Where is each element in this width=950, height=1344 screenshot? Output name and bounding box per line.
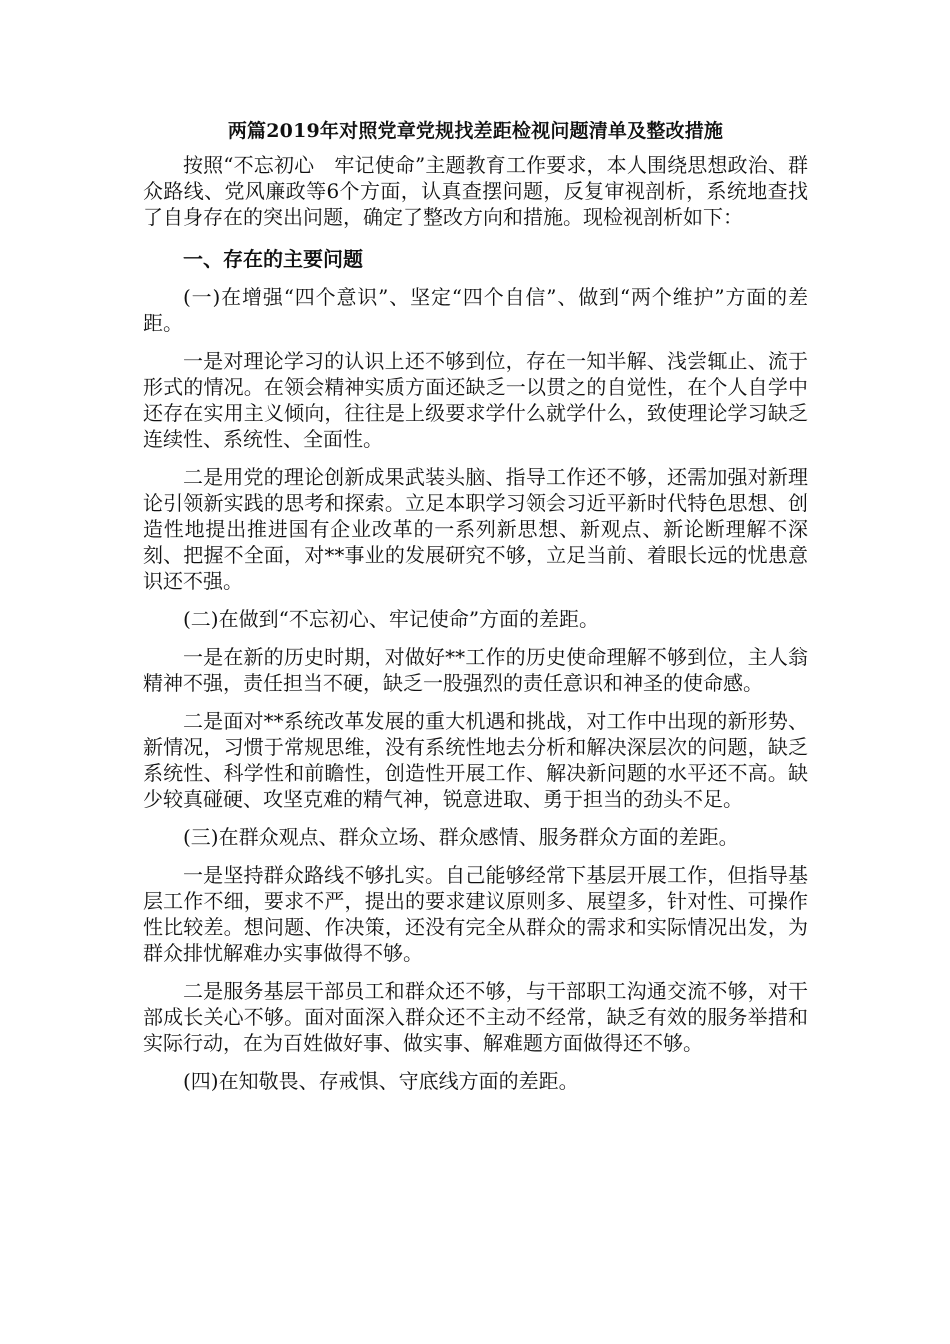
document-title: 两篇2019年对照党章党规找差距检视问题清单及整改措施: [227, 120, 724, 142]
subsection-heading: (四)在知敬畏、存戒惧、守底线方面的差距。: [183, 1069, 579, 1093]
subsection-heading: (一)在增强“四个意识”、坚定“四个自信”、做到“两个维护”方面的差距。: [143, 285, 808, 335]
body-paragraph: 二是面对**系统改革发展的重大机遇和挑战，对工作中出现的新形势、新情况，习惯于常规思维，没有系统性地去分析和解决深层次的问题，缺乏系统性、科学性和前瞻性，创造性开展工作、解决新问题的水平还不高。缺少较真碰硬、攻坚克难的精气神，锐意进取、勇于担当的劲头不足。: [143, 709, 808, 811]
intro-paragraph: 按照“不忘初心 牢记使命”主题教育工作要求，本人围绕思想政治、群众路线、党风廉政等6个方面，认真查摆问题，反复审视剖析，系统地查找了自身存在的突出问题，确定了整改方向和措施。现检视剖析如下：: [143, 153, 808, 229]
body-paragraph: 一是在新的历史时期，对做好**工作的历史使命理解不够到位，主人翁精神不强，责任担当不硬，缺乏一股强烈的责任意识和神圣的使命感。: [143, 645, 808, 695]
body-paragraph: 一是坚持群众路线不够扎实。自己能够经常下基层开展工作，但指导基层工作不细，要求不严，提出的要求建议原则多、展望多，针对性、可操作性比较差。想问题、作决策，还没有完全从群众的需求和实际情况出发，为群众排忧解难办实事做得不够。: [143, 863, 808, 965]
body-paragraph: 二是服务基层干部员工和群众还不够，与干部职工沟通交流不够，对干部成长关心不够。面对面深入群众还不主动不经常，缺乏有效的服务举措和实际行动，在为百姓做好事、做实事、解难题方面做得还不够。: [143, 979, 808, 1055]
subsection-heading: (二)在做到“不忘初心、牢记使命”方面的差距。: [183, 607, 600, 631]
body-paragraph: 一是对理论学习的认识上还不够到位，存在一知半解、浅尝辄止、流于形式的情况。在领会精神实质方面还缺乏一以贯之的自觉性，在个人自学中还存在实用主义倾向，往往是上级要求学什么就学什么，致使理论学习缺乏连续性、系统性、全面性。: [143, 349, 808, 451]
document-page: [143, 118, 808, 1106]
subsection-heading: (三)在群众观点、群众立场、群众感情、服务群众方面的差距。: [183, 825, 739, 849]
section-heading: 一、存在的主要问题: [183, 247, 363, 271]
body-paragraph: 二是用党的理论创新成果武装头脑、指导工作还不够，还需加强对新理论引领新实践的思考和探索。立足本职学习领会习近平新时代特色思想、创造性地提出推进国有企业改革的一系列新思想、新观点、新论断理解不深刻、把握不全面，对**事业的发展研究不够，立足当前、着眼长远的忧患意识还不强。: [143, 465, 808, 593]
